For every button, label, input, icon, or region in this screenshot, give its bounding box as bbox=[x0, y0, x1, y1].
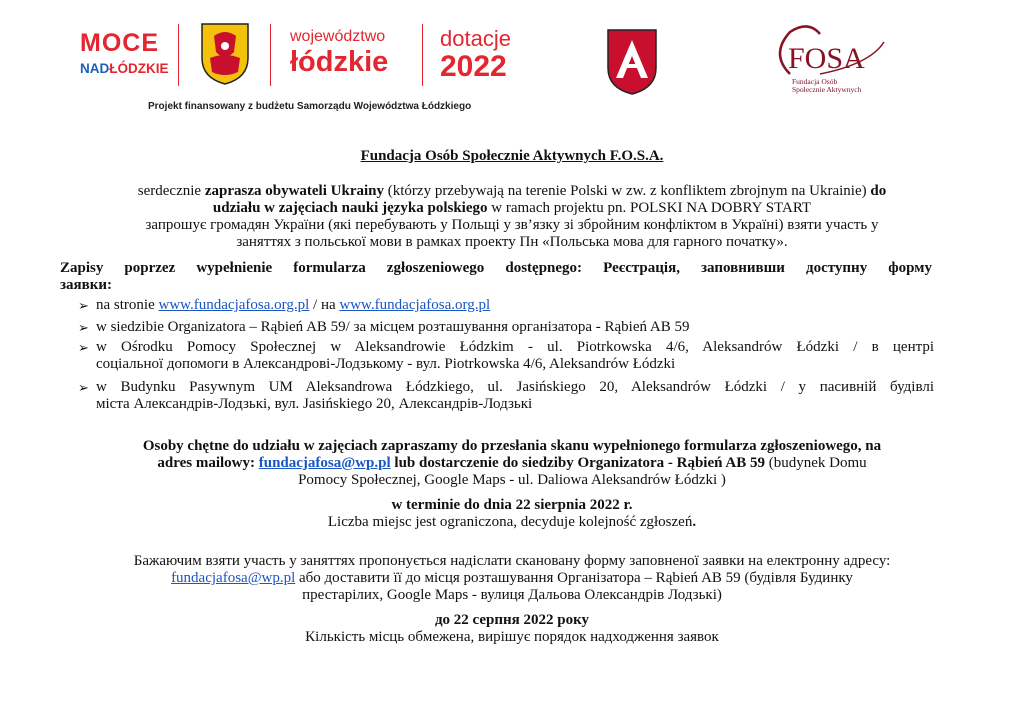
moce-nadlodzkie-logo bbox=[80, 30, 172, 78]
limited-places-text: Liczba miejsc jest ograniczona, decyduje kolejność zgłoszeń. bbox=[327, 514, 697, 530]
arrow-bullet-icon: ➢ bbox=[78, 380, 89, 395]
logo-divider bbox=[422, 24, 423, 86]
email-link[interactable]: fundacjafosa@wp.pl bbox=[258, 455, 391, 471]
lodzkie-coat-of-arms-icon bbox=[200, 22, 250, 86]
deadline-text: w terminie do dnia 22 sierpnia 2022 r. bbox=[391, 497, 633, 513]
invitation-paragraph-line-1: serdecznie zaprasza obywateli Ukrainy (którzy przebywają na terenie Polski w zw. z konfliktem zbrojnym na Ukrainie) do bbox=[137, 183, 887, 199]
list-item: ➢ w Ośrodku Pomocy Społecznej w Aleksandrowie Łódzkim - ul. Piotrkowska 4/6, Aleksandrów Łódzki / в центрі соціальної допомоги в Александрові-Лодзькому - вул. Piotrkowska 4/6, Aleksandrów Łódzki bbox=[78, 339, 934, 372]
application-instructions-line-1: Osoby chętne do udziału w zajęciach zapraszamy do przesłania skanu wypełnionego formularza zgłoszeniowego, na bbox=[142, 438, 882, 454]
website-link[interactable]: www.fundacjafosa.org.pl bbox=[158, 297, 310, 313]
moce-logo-subtext: NADŁÓDZKIE bbox=[80, 61, 169, 76]
email-link[interactable]: fundacjafosa@wp.pl bbox=[171, 570, 296, 586]
document-title: Fundacja Osób Społecznie Aktywnych F.O.S.A. bbox=[360, 148, 664, 164]
arrow-bullet-icon: ➢ bbox=[78, 320, 89, 335]
registration-heading-line-2: заявки: bbox=[60, 277, 113, 293]
ukrainian-instructions-line-3: престарілих, Google Maps - вулиця Дальова Олександрів Лодзькі) bbox=[302, 587, 722, 603]
application-instructions-line-3: Pomocy Społecznej, Google Maps - ul. Daliowa Aleksandrów Łódzki ) bbox=[298, 472, 726, 488]
website-link[interactable]: www.fundacjafosa.org.pl bbox=[339, 297, 491, 313]
invitation-paragraph-line-2: udziału w zajęciach nauki języka polskiego w ramach projektu pn. POLSKI NA DOBRY START bbox=[212, 200, 812, 216]
application-instructions-line-2: adres mailowy: fundacjafosa@wp.pl lub dostarczenie do siedziby Organizatora - Rąbień AB 59 (budynek Domu bbox=[157, 455, 867, 471]
list-item: ➢ w siedzibie Organizatora – Rąbień AB 59/ за місцем розташування організатора - Rąbień AB 59 bbox=[78, 319, 690, 335]
dotacje-2022-logo: dotacje 2022 bbox=[440, 26, 511, 83]
list-item: ➢ na stronie www.fundacjafosa.org.pl / на www.fundacjafosa.org.pl bbox=[78, 297, 491, 313]
arrow-bullet-icon: ➢ bbox=[78, 298, 89, 313]
ukrainian-deadline-text: до 22 серпня 2022 року bbox=[434, 612, 590, 628]
fosa-logo-icon bbox=[760, 24, 890, 84]
fosa-logo-caption: Fundacja Osób Społecznie Aktywnych bbox=[792, 77, 862, 94]
registration-heading-line-1: Zapisy poprzez wypełnienie formularza zgłoszeniowego dostępnego: Реєстрація, заповнивши доступну форму bbox=[60, 260, 932, 276]
moce-logo-text: MOCE bbox=[80, 29, 159, 57]
arrow-bullet-icon: ➢ bbox=[78, 340, 89, 355]
logo-divider bbox=[178, 24, 179, 86]
wojewodztwo-lodzkie-logo: województwo łódzkie bbox=[290, 28, 389, 78]
list-item: ➢ w Budynku Pasywnym UM Aleksandrowa Łódzkiego, ul. Jasińskiego 20, Aleksandrów Łódzki / у пасивній будівлі міста Александрів-Лодзькі, вул. Jasińskiego 20, Александрів-Лодзькі bbox=[78, 379, 934, 412]
svg-text:FOSA: FOSA bbox=[788, 42, 865, 75]
ukrainian-instructions-line-2: fundacjafosa@wp.pl або доставити її до місця розташування Організатора – Rąbień AB 59 (будівля Будинку bbox=[171, 570, 853, 586]
invitation-ukrainian-line-1: запрошує громадян України (які перебувають у Польщі у зв’язку зі збройним конфліктом в Україні) взяти участь у bbox=[145, 217, 879, 233]
logo-divider bbox=[270, 24, 271, 86]
aleksandrow-coat-of-arms-icon bbox=[606, 28, 658, 96]
ukrainian-instructions-line-1: Бажаючим взяти участь у заняттях пропонується надіслати скановану форму заповненої заявки на електронну адресу: bbox=[133, 553, 891, 569]
invitation-ukrainian-line-2: заняттях з польської мови в рамках проекту Пн «Польська мова для гарного початку». bbox=[236, 234, 788, 250]
project-funding-note: Projekt finansowany z budżetu Samorządu Województwa Łódzkiego bbox=[148, 101, 472, 112]
ukrainian-limited-places-text: Кількість місць обмежена, вирішує порядок надходження заявок bbox=[305, 629, 719, 645]
